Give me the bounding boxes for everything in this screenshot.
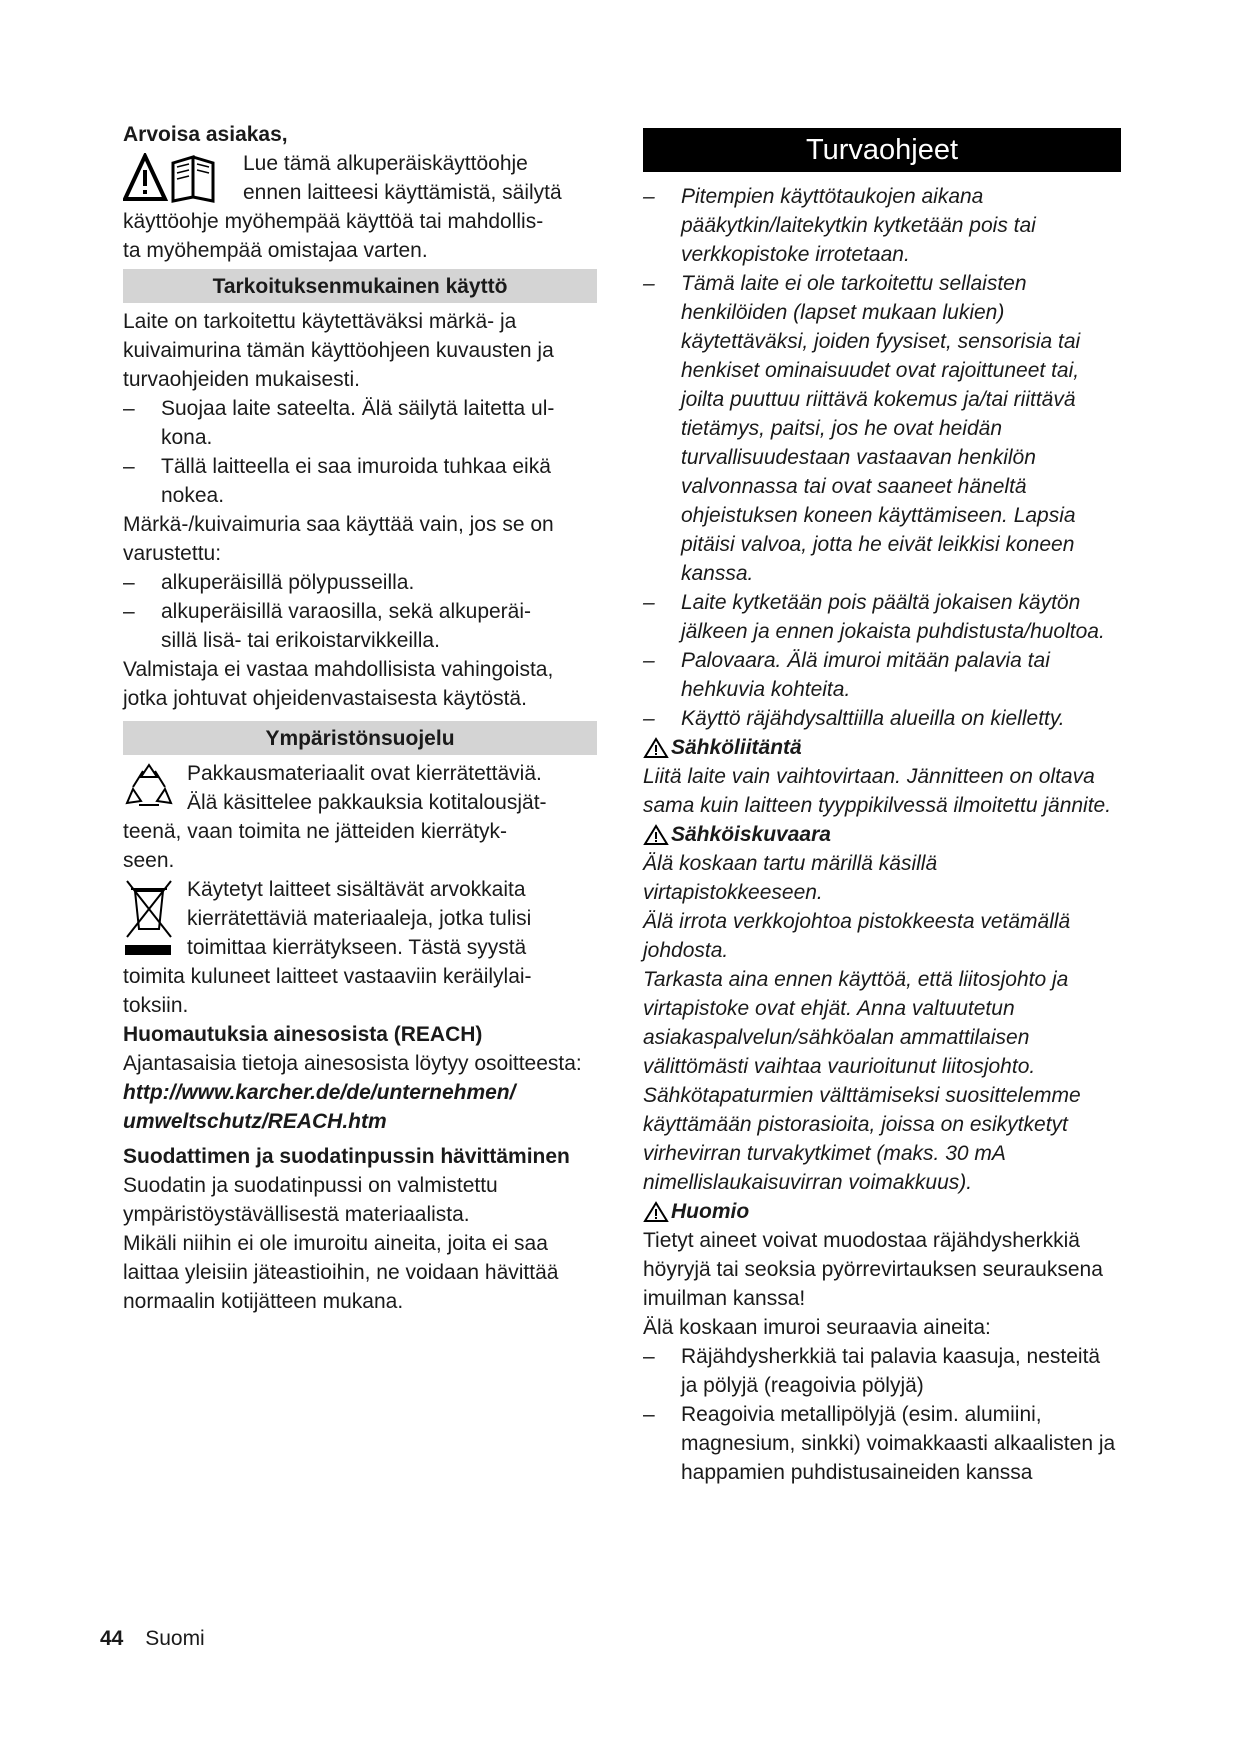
intro-block (123, 149, 597, 207)
crossed-bin-icon (123, 877, 175, 959)
electrical-text: Liitä laite vain vaihtovirtaan. Jännitteen on oltava sama kuin laitteen tyyppikilvessä ilmoitettu jännite. (643, 765, 1112, 817)
right-column (643, 120, 1121, 1487)
reach-link[interactable]: http://www.karcher.de/de/unternehmen/ umweltschutz/REACH.htm (123, 1081, 516, 1133)
list-item: – Pitempien käyttötaukojen aikana pääkytkin/laitekytkin kytketään pois tai verkkopistoke irrotetaan. (643, 182, 1121, 269)
shock-text-1: Älä koskaan tartu märillä käsillä virtapistokkeeseen. (643, 852, 938, 904)
page-footer (100, 1627, 205, 1651)
list-item: – Räjähdysherkkiä tai palavia kaasuja, nesteitä ja pölyjä (reagoivia pölyjä) (643, 1342, 1121, 1400)
filter-text-2: Mikäli niihin ei ole imuroitu aineita, joita ei saa laittaa yleisiin jäteastioihin, ne voidaan hävittää normaalin kotijätteen mukana. (123, 1232, 559, 1313)
reach-title: Huomautuksia ainesosista (REACH) (123, 1023, 483, 1046)
usage-condition-text: Märkä-/kuivaimuria saa käyttää vain, jos se on varustettu: (123, 513, 554, 565)
weee-line-1: Käytetyt laitteet sisältävät arvokkaita (187, 878, 526, 901)
filter-text-1: Suodatin ja suodatinpussi on valmistettu ympäristöystävällisestä materiaalista. (123, 1174, 498, 1226)
list-item: – Tällä laitteella ei saa imuroida tuhkaa eikä nokea. (123, 452, 597, 510)
shock-text-3: Tarkasta aina ennen käyttöä, että liitosjohto ja virtapistoke ovat ehjät. Anna valtuutetun asiakaspalvelun/sähköalan ammattilaisen välittömästi vaihtaa vaurioitunut liitosjohto. (643, 968, 1069, 1078)
weee-block (123, 875, 597, 1020)
recycle-line-2: Älä käsittelee pakkauksia kotitalousjät- (187, 791, 547, 814)
recycle-line-4: seen. (123, 849, 175, 872)
page-number: 44 (100, 1627, 124, 1650)
list-item: – Suojaa laite sateelta. Älä säilytä laitetta ul- kona. (123, 394, 597, 452)
list-item: – alkuperäisillä pölypusseilla. (123, 568, 597, 597)
note-text-1: Tietyt aineet voivat muodostaa räjähdysherkkiä höyryjä tai seoksia pyörrevirtauksen seurauksena imuilman kanssa! (643, 1229, 1103, 1310)
weee-line-4: toimita kuluneet laitteet vastaaviin keräilylai- (123, 965, 532, 988)
warning-icon (643, 737, 669, 759)
intended-use-text: Laite on tarkoitettu käytettäväksi märkä- ja kuivaimurina tämän käyttöohjeen kuvausten ja turvaohjeiden mukaisesti. (123, 310, 554, 391)
list-item: – Laite kytketään pois päältä jokaisen käytön jälkeen ja ennen jokaista puhdistusta/huoltoa. (643, 588, 1121, 646)
electrical-heading: Sähköliitäntä (643, 733, 1121, 762)
list-item: – Tämä laite ei ole tarkoitettu sellaisten henkilöiden (lapset mukaan lukien) käytettäväksi, joiden fyysiset, sensorisia tai henkiset ominaisuudet ovat rajoittuneet tai, joilta puuttuu riittävä kokemus ja/tai riittävä tietämys, paitsi, jos he ovat heidän turvallisuudestaan vastaavan henkilön valvonnassa tai ovat saaneet häneltä ohjeistuksen koneen käyttämiseen. Lapsia pitäisi valvoa, jotta he eivät leikkisi koneen kanssa. (643, 269, 1121, 588)
intro-line-3: käyttöohje myöhempää käyttöä tai mahdollis- (123, 210, 544, 233)
intro-line-1: Lue tämä alkuperäiskäyttöohje (243, 152, 528, 175)
warning-icon (643, 824, 669, 846)
recycling-block (123, 759, 597, 875)
warning-icon (643, 1201, 669, 1223)
recycle-line-1: Pakkausmateriaalit ovat kierrätettäviä. (187, 762, 542, 785)
intro-line-2: ennen laitteesi käyttämistä, säilytä (243, 181, 562, 204)
greeting: Arvoisa asiakas, (123, 123, 288, 146)
recycling-icon (123, 761, 175, 813)
recycle-line-3: teenä, vaan toimita ne jätteiden kierrätyk- (123, 820, 508, 843)
list-item: – Reagoivia metallipölyjä (esim. alumiini, magnesium, sinkki) voimakkaasti alkaalisten ja happamien puhdistusaineiden kanssa (643, 1400, 1121, 1487)
shock-text-2: Älä irrota verkkojohtoa pistokkeesta vetämällä johdosta. (643, 910, 1071, 962)
section-intended-use: Tarkoituksenmukainen käyttö (123, 269, 597, 303)
list-item: – alkuperäisillä varaosilla, sekä alkuperäi- sillä lisä- tai erikoistarvikkeilla. (123, 597, 597, 655)
note-text-2: Älä koskaan imuroi seuraavia aineita: (643, 1316, 991, 1339)
shock-text-4: Sähkötapaturmien välttämiseksi suosittelemme käyttämään pistorasioita, joissa on esikytketyt virhevirran turvakytkimet (maks. 30 mA nimellislaukaisuvirran voimakkuus). (643, 1084, 1081, 1194)
note-heading: Huomio (643, 1197, 1121, 1226)
weee-line-3: toimittaa kierrätykseen. Tästä syystä (187, 936, 527, 959)
language-label: Suomi (145, 1627, 205, 1650)
list-item: – Palovaara. Älä imuroi mitään palavia tai hehkuvia kohteita. (643, 646, 1121, 704)
list-item: – Käyttö räjähdysalttiilla alueilla on kielletty. (643, 704, 1121, 733)
shock-heading: Sähköiskuvaara (643, 820, 1121, 849)
left-column (123, 120, 597, 1316)
intro-line-4: ta myöhempää omistajaa varten. (123, 239, 428, 262)
safety-title: Turvaohjeet (643, 128, 1121, 172)
warning-manual-icon (123, 153, 241, 205)
weee-line-2: kierrätettäviä materiaaleja, jotka tulisi (187, 907, 532, 930)
reach-text: Ajantasaisia tietoja ainesosista löytyy osoitteesta: (123, 1052, 582, 1075)
filter-title: Suodattimen ja suodatinpussin hävittäminen (123, 1145, 570, 1168)
liability-text: Valmistaja ei vastaa mahdollisista vahingoista, jotka johtuvat ohjeidenvastaisesta käytöstä. (123, 658, 554, 710)
section-environment: Ympäristönsuojelu (123, 721, 597, 755)
weee-line-5: toksiin. (123, 994, 189, 1017)
